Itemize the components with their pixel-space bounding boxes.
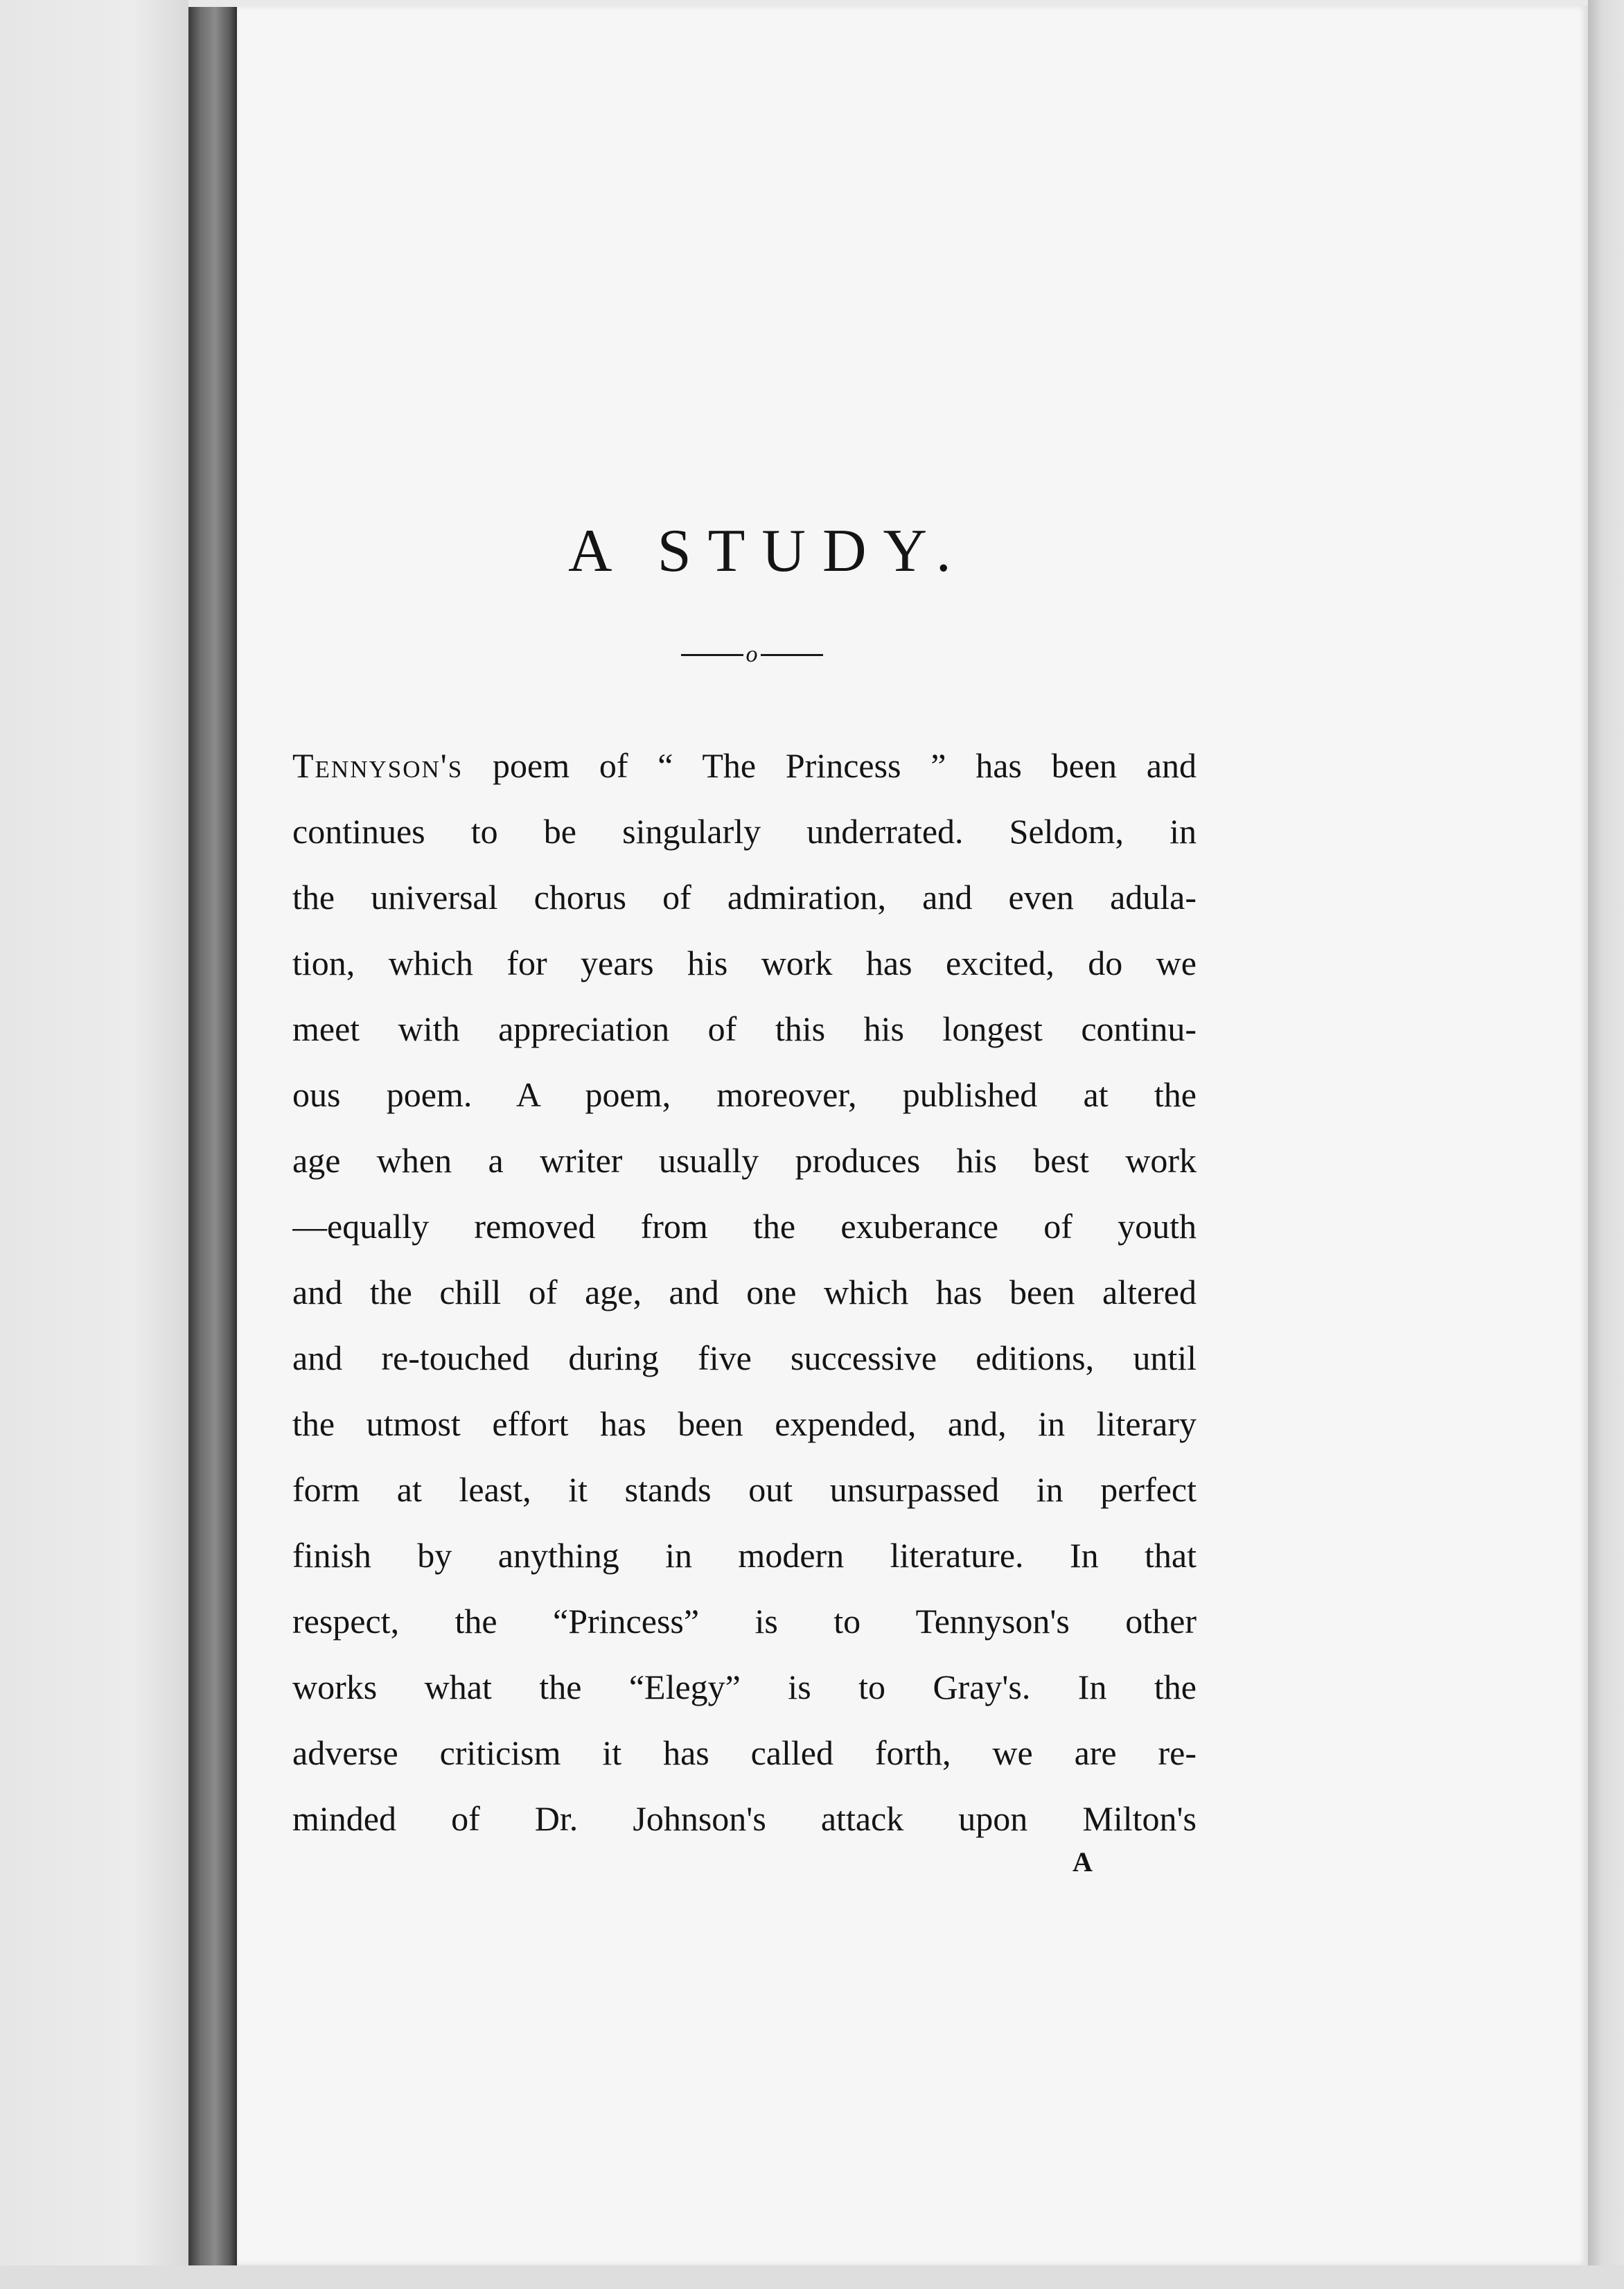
text-line-11: the utmost effort has been expended, and, in literary: [292, 1404, 1197, 1443]
body-paragraph: [292, 733, 1197, 1852]
text-line-8: —equally removed from the exuberance of youth: [292, 1207, 1197, 1246]
text-line-10: and re-touched during five successive editions, until: [292, 1338, 1197, 1377]
scan-bottom-border: [0, 2265, 1624, 2289]
text-line-4: tion, which for years his work has excited, do we: [292, 944, 1197, 982]
text-line-5: meet with appreciation of this his longest continu-: [292, 1009, 1197, 1048]
facing-page-edge: [0, 0, 188, 2289]
ornament-line-right: [761, 654, 823, 656]
text-line-1-rest: poem of “ The Princess ” has been and: [463, 746, 1197, 785]
text-line-3: the universal chorus of admiration, and even adula-: [292, 878, 1197, 917]
text-line-16: adverse criticism it has called forth, we are re-: [292, 1733, 1197, 1772]
text-line-7: age when a writer usually produces his best work: [292, 1141, 1197, 1180]
text-line-14: respect, the “Princess” is to Tennyson's other: [292, 1602, 1197, 1641]
text-line-2: continues to be singularly underrated. Seldom, in: [292, 812, 1197, 851]
page-right-edge: [1588, 0, 1624, 2289]
signature-mark: A: [1073, 1846, 1093, 1877]
text-line-12: form at least, it stands out unsurpassed in perfect: [292, 1470, 1197, 1509]
ornament-line-left: [681, 654, 743, 656]
text-line-15: works what the “Elegy” is to Gray's. In the: [292, 1668, 1197, 1706]
text-line-6: ous poem. A poem, moreover, published at the: [292, 1075, 1197, 1114]
book-spine-gutter: [188, 7, 237, 2265]
ornament-mark: o: [745, 642, 758, 667]
opening-word: Tennyson's: [292, 746, 464, 785]
text-line-13: finish by anything in modern literature. In that: [292, 1536, 1197, 1575]
text-line-1: [292, 733, 1197, 799]
text-line-17: minded of Dr. Johnson's attack upon Milton's: [292, 1799, 1197, 1838]
title-ornament-rule: [672, 641, 831, 669]
text-line-9: and the chill of age, and one which has been altered: [292, 1273, 1197, 1311]
chapter-title: A STUDY.: [568, 518, 968, 585]
